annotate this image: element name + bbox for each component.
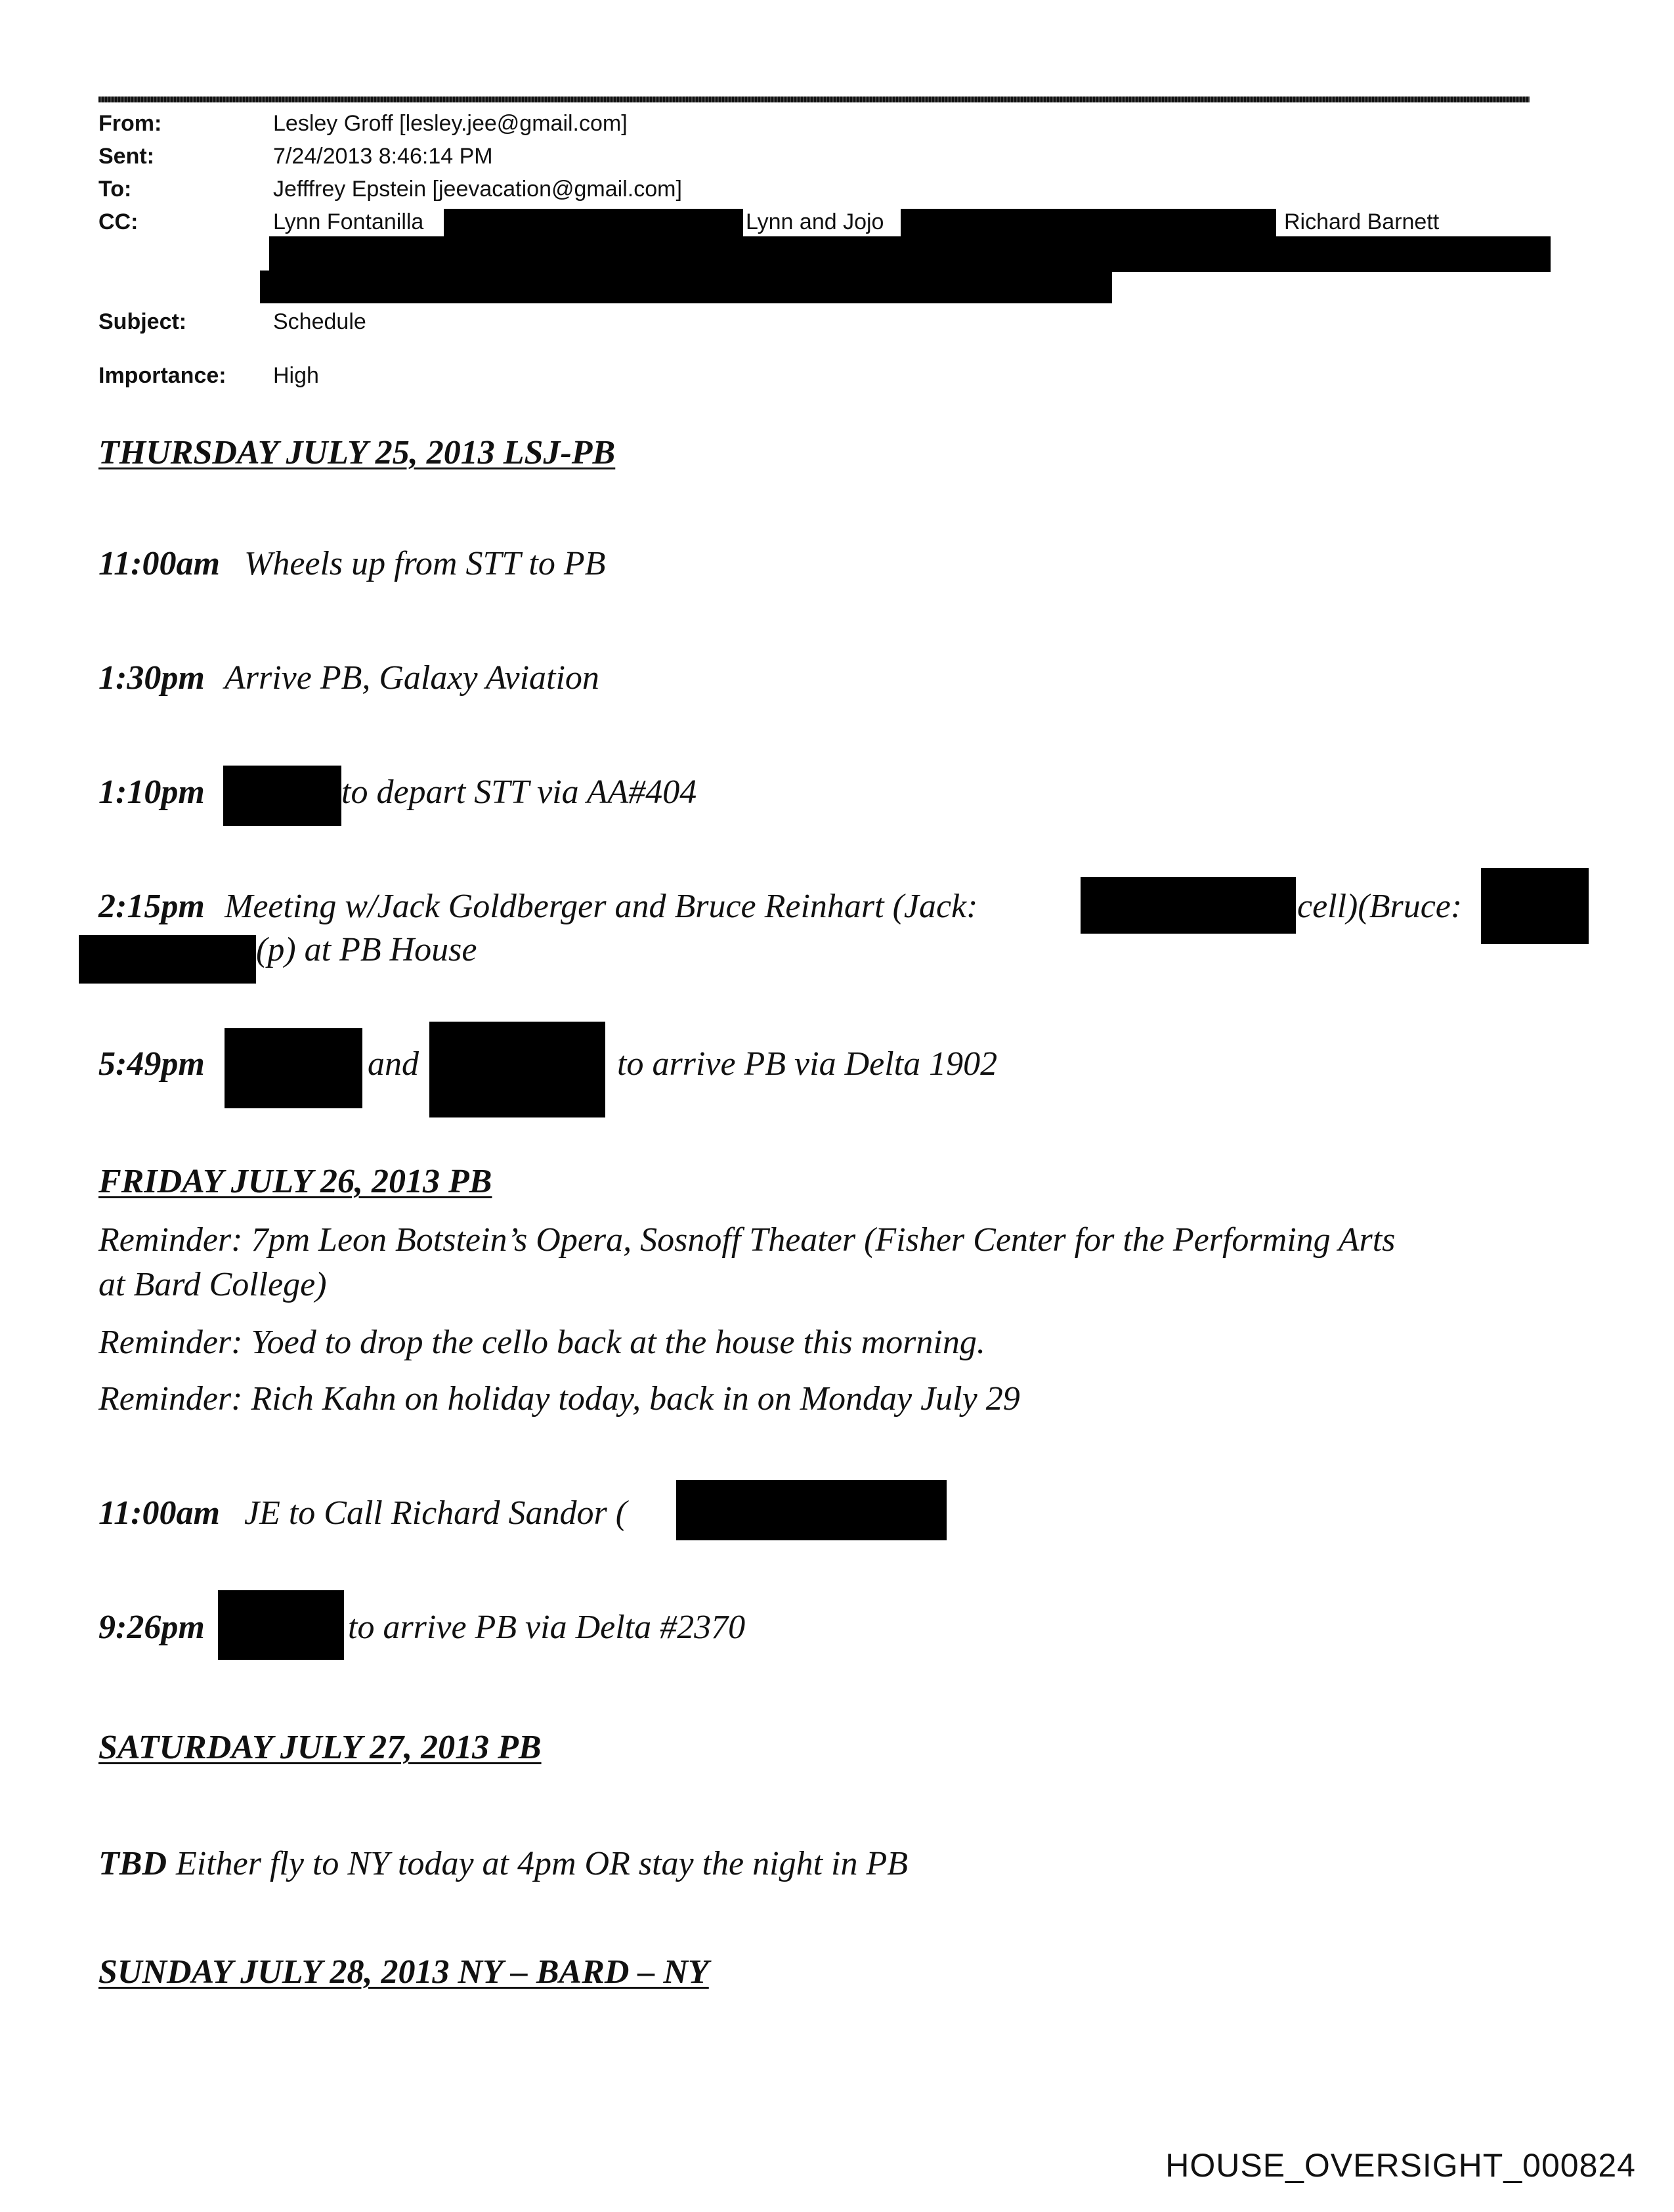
entry-time: TBD <box>98 1845 167 1882</box>
day-heading-friday: FRIDAY JULY 26, 2013 PB <box>98 1163 492 1200</box>
cc-recipient-2: Lynn and Jojo <box>746 209 884 234</box>
reminder-text: Reminder: Yoed to drop the cello back at the house this morning. <box>98 1324 985 1361</box>
from-label: From: <box>98 111 162 136</box>
entry-time: 11:00am <box>98 1494 220 1532</box>
redaction-block <box>79 935 256 984</box>
entry-time: 9:26pm <box>98 1609 205 1646</box>
redaction-block <box>676 1480 947 1540</box>
entry-time: 1:30pm <box>98 659 205 697</box>
cc-recipient-3: Richard Barnett <box>1284 209 1440 234</box>
redaction-block <box>429 1022 605 1117</box>
entry-text: to arrive PB via Delta #2370 <box>348 1609 746 1646</box>
reminder-text: Reminder: Rich Kahn on holiday today, back in on Monday July 29 <box>98 1380 1020 1418</box>
redaction-block <box>1481 868 1589 944</box>
entry-text: Either fly to NY today at 4pm OR stay the night in PB <box>176 1845 909 1882</box>
redaction-block <box>901 209 1276 238</box>
redaction-block <box>269 236 1551 272</box>
importance-value: High <box>273 363 319 388</box>
redaction-block <box>218 1590 344 1660</box>
entry-text: Meeting w/Jack Goldberger and Bruce Reinhart (Jack: <box>225 888 978 925</box>
entry-time: 1:10pm <box>98 773 205 811</box>
day-heading-saturday: SATURDAY JULY 27, 2013 PB <box>98 1729 542 1766</box>
from-value: Lesley Groff [lesley.jee@gmail.com] <box>273 111 628 136</box>
entry-text: (p) at PB House <box>256 931 477 968</box>
entry-text: JE to Call Richard Sandor ( <box>244 1494 628 1532</box>
sent-label: Sent: <box>98 144 154 169</box>
entry-text: to depart STT via AA#404 <box>341 773 697 811</box>
bates-number: HOUSE_OVERSIGHT_000824 <box>1165 2147 1636 2184</box>
reminder-text: at Bard College) <box>98 1266 327 1303</box>
reminder-text: Reminder: 7pm Leon Botstein’s Opera, Sosnoff Theater (Fisher Center for the Performing Arts <box>98 1221 1396 1259</box>
subject-label: Subject: <box>98 309 187 334</box>
redaction-block <box>260 271 1112 303</box>
entry-time: 5:49pm <box>98 1045 205 1083</box>
subject-value: Schedule <box>273 309 366 334</box>
to-value: Jefffrey Epstein [jeevacation@gmail.com] <box>273 177 682 202</box>
to-label: To: <box>98 177 132 202</box>
importance-label: Importance: <box>98 363 226 388</box>
redaction-block <box>225 1028 362 1108</box>
redaction-block <box>223 766 341 826</box>
entry-time: 2:15pm <box>98 888 205 925</box>
entry-text: cell)(Bruce: <box>1297 888 1463 925</box>
redaction-block <box>1081 877 1296 934</box>
sent-value: 7/24/2013 8:46:14 PM <box>273 144 493 169</box>
header-rule <box>98 97 1530 102</box>
cc-label: CC: <box>98 209 139 234</box>
entry-text: and <box>368 1045 419 1083</box>
entry-time: 11:00am <box>98 545 220 582</box>
day-heading-thursday: THURSDAY JULY 25, 2013 LSJ-PB <box>98 434 616 471</box>
entry-text: Wheels up from STT to PB <box>244 545 606 582</box>
redaction-block <box>444 209 743 238</box>
cc-recipient-1: Lynn Fontanilla <box>273 209 424 234</box>
entry-text: Arrive PB, Galaxy Aviation <box>225 659 599 697</box>
day-heading-sunday: SUNDAY JULY 28, 2013 NY – BARD – NY <box>98 1953 709 1991</box>
entry-text: to arrive PB via Delta 1902 <box>617 1045 998 1083</box>
